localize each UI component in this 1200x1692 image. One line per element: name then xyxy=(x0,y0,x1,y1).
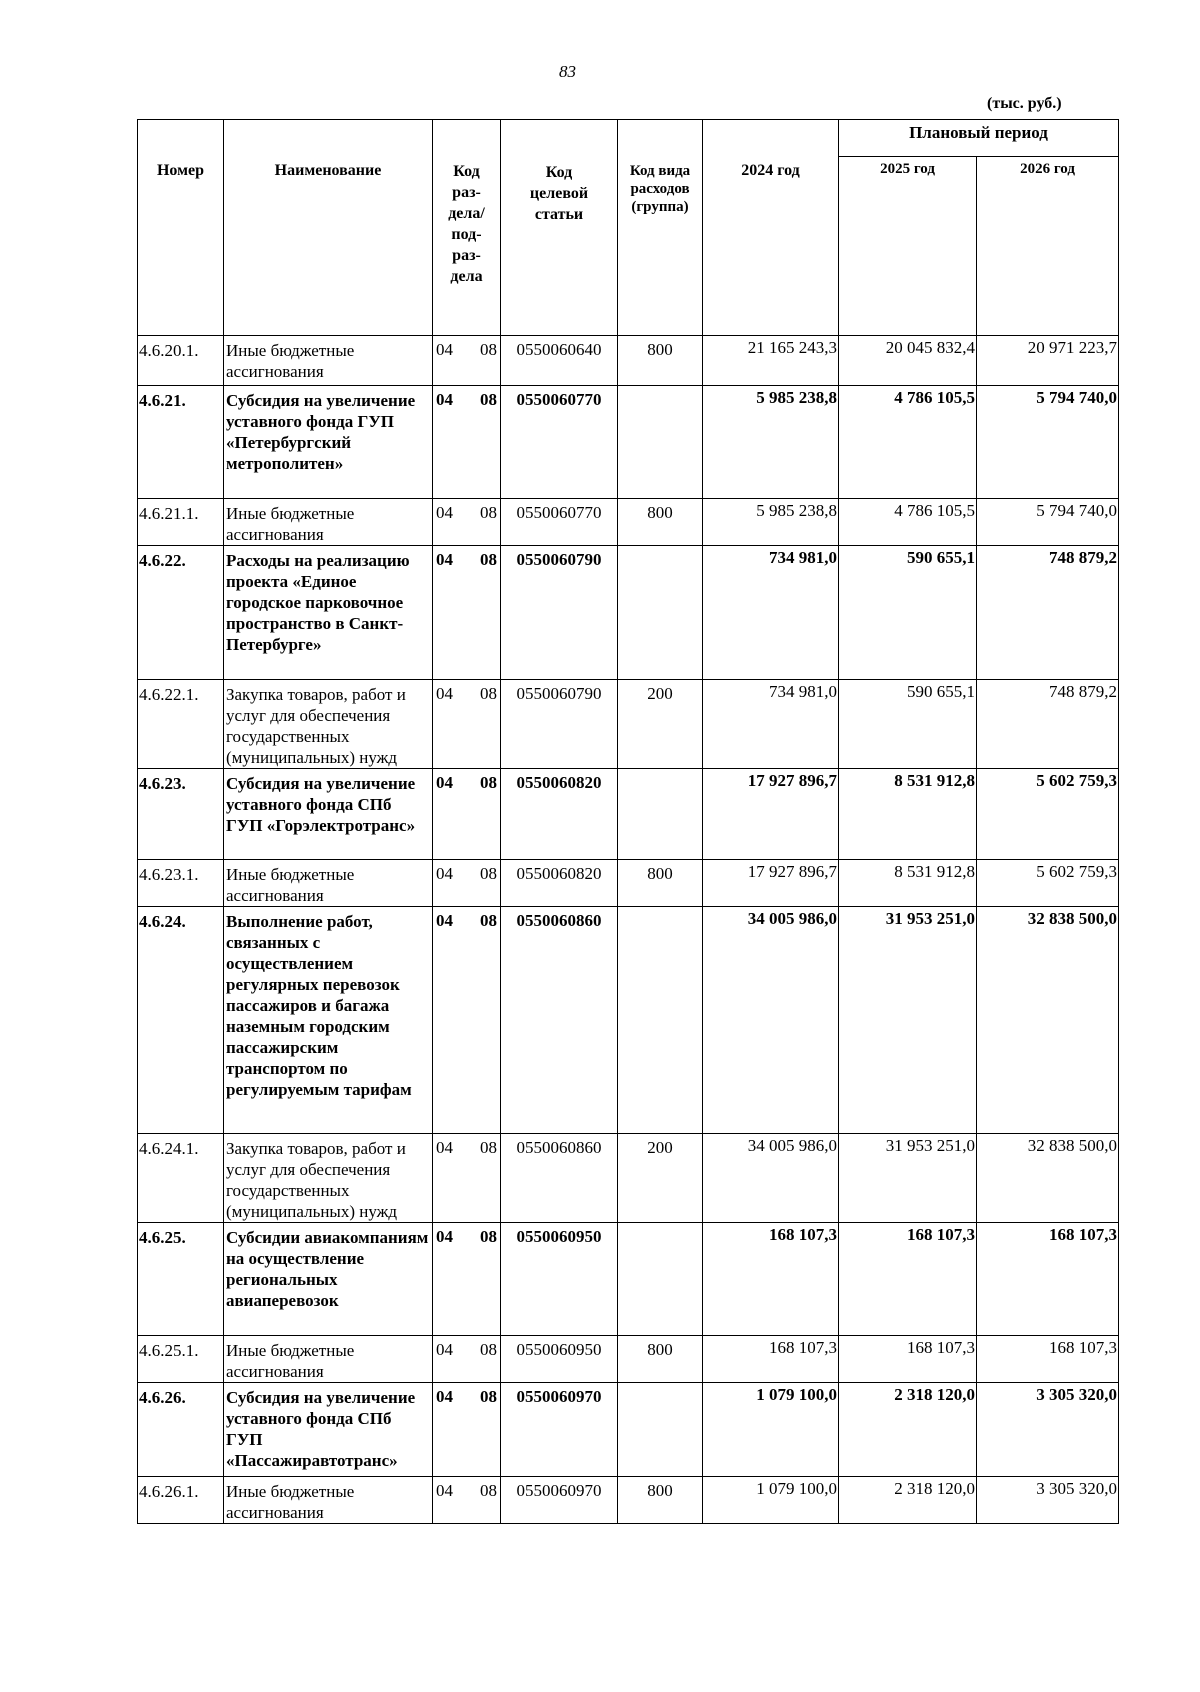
row-target-code: 0550060860 xyxy=(501,907,618,1134)
row-expense-kind: 200 xyxy=(618,680,703,769)
row-target-code: 0550060770 xyxy=(501,386,618,499)
row-subsection: 08 xyxy=(480,550,497,569)
row-name: Расходы на реализацию проекта «Единое городское парковочное пространство в Санкт-Петербурге» xyxy=(224,546,433,680)
row-target-code: 0550060770 xyxy=(501,499,618,546)
row-amount-2024: 1 079 100,0 xyxy=(703,1383,839,1477)
row-amount-2025: 4 786 105,5 xyxy=(839,386,977,499)
row-subsection: 08 xyxy=(480,1481,497,1500)
row-target-code: 0550060950 xyxy=(501,1223,618,1336)
row-amount-2026: 32 838 500,0 xyxy=(977,907,1119,1134)
row-amount-2026: 168 107,3 xyxy=(977,1223,1119,1336)
table-row xyxy=(138,1134,1119,1223)
row-amount-2025: 31 953 251,0 xyxy=(839,1134,977,1223)
row-section: 04 xyxy=(436,503,453,522)
row-section-code xyxy=(433,336,501,386)
row-name: Иные бюджетные ассигнования xyxy=(224,860,433,907)
row-expense-kind xyxy=(618,546,703,680)
row-section: 04 xyxy=(436,340,453,359)
row-subsection: 08 xyxy=(480,340,497,359)
row-section: 04 xyxy=(436,550,453,569)
row-expense-kind xyxy=(618,769,703,860)
row-section-code xyxy=(433,1223,501,1336)
header-target: Код целевой статьи xyxy=(501,120,618,336)
row-name: Субсидия на увеличение уставного фонда ГУП «Петербургский метрополитен» xyxy=(224,386,433,499)
row-amount-2024: 17 927 896,7 xyxy=(703,769,839,860)
row-amount-2024: 5 985 238,8 xyxy=(703,386,839,499)
row-amount-2024: 734 981,0 xyxy=(703,546,839,680)
row-amount-2024: 5 985 238,8 xyxy=(703,499,839,546)
page-number: 83 xyxy=(559,62,576,81)
row-section: 04 xyxy=(436,684,453,703)
table-row xyxy=(138,860,1119,907)
row-subsection: 08 xyxy=(480,390,497,409)
row-expense-kind: 200 xyxy=(618,1134,703,1223)
row-amount-2025: 2 318 120,0 xyxy=(839,1383,977,1477)
row-number: 4.6.24.1. xyxy=(138,1134,224,1223)
table-row xyxy=(138,769,1119,860)
table-row xyxy=(138,1223,1119,1336)
row-section-code xyxy=(433,860,501,907)
header-2026: 2026 год xyxy=(977,157,1119,336)
row-amount-2024: 1 079 100,0 xyxy=(703,1477,839,1524)
row-target-code: 0550060860 xyxy=(501,1134,618,1223)
row-amount-2026: 5 602 759,3 xyxy=(977,860,1119,907)
row-name: Субсидия на увеличение уставного фонда СПб ГУП «Горэлектротранс» xyxy=(224,769,433,860)
row-subsection: 08 xyxy=(480,911,497,930)
row-amount-2024: 734 981,0 xyxy=(703,680,839,769)
row-target-code: 0550060820 xyxy=(501,769,618,860)
row-expense-kind: 800 xyxy=(618,1336,703,1383)
row-amount-2025: 168 107,3 xyxy=(839,1336,977,1383)
row-subsection: 08 xyxy=(480,1138,497,1157)
row-amount-2025: 8 531 912,8 xyxy=(839,860,977,907)
row-amount-2024: 168 107,3 xyxy=(703,1223,839,1336)
row-section-code xyxy=(433,1336,501,1383)
row-amount-2026: 748 879,2 xyxy=(977,546,1119,680)
row-number: 4.6.23. xyxy=(138,769,224,860)
row-section: 04 xyxy=(436,864,453,883)
row-expense-kind: 800 xyxy=(618,499,703,546)
row-section: 04 xyxy=(436,390,453,409)
row-expense-kind: 800 xyxy=(618,1477,703,1524)
table-row xyxy=(138,386,1119,499)
header-number: Номер xyxy=(138,120,224,336)
row-amount-2025: 20 045 832,4 xyxy=(839,336,977,386)
row-target-code: 0550060790 xyxy=(501,680,618,769)
row-subsection: 08 xyxy=(480,684,497,703)
row-amount-2025: 4 786 105,5 xyxy=(839,499,977,546)
row-section-code xyxy=(433,769,501,860)
header-name: Наименование xyxy=(224,120,433,336)
row-name: Иные бюджетные ассигнования xyxy=(224,1477,433,1524)
row-expense-kind xyxy=(618,1383,703,1477)
table-row xyxy=(138,499,1119,546)
row-section-code xyxy=(433,499,501,546)
row-amount-2026: 5 794 740,0 xyxy=(977,386,1119,499)
row-amount-2024: 21 165 243,3 xyxy=(703,336,839,386)
row-amount-2026: 5 794 740,0 xyxy=(977,499,1119,546)
row-name: Иные бюджетные ассигнования xyxy=(224,1336,433,1383)
table-row xyxy=(138,907,1119,1134)
table-row xyxy=(138,336,1119,386)
row-subsection: 08 xyxy=(480,1227,497,1246)
row-amount-2025: 2 318 120,0 xyxy=(839,1477,977,1524)
table-row xyxy=(138,546,1119,680)
row-amount-2025: 590 655,1 xyxy=(839,546,977,680)
row-expense-kind xyxy=(618,907,703,1134)
row-number: 4.6.22. xyxy=(138,546,224,680)
row-name: Субсидии авиакомпаниям на осуществление региональных авиаперевозок xyxy=(224,1223,433,1336)
row-name: Иные бюджетные ассигнования xyxy=(224,499,433,546)
header-kind: Код вида расходов (группа) xyxy=(618,120,703,336)
table-row xyxy=(138,680,1119,769)
row-number: 4.6.25. xyxy=(138,1223,224,1336)
row-number: 4.6.20.1. xyxy=(138,336,224,386)
row-section-code xyxy=(433,680,501,769)
row-section-code xyxy=(433,1383,501,1477)
row-number: 4.6.23.1. xyxy=(138,860,224,907)
row-amount-2025: 168 107,3 xyxy=(839,1223,977,1336)
row-subsection: 08 xyxy=(480,864,497,883)
row-target-code: 0550060970 xyxy=(501,1383,618,1477)
row-amount-2026: 748 879,2 xyxy=(977,680,1119,769)
row-amount-2026: 32 838 500,0 xyxy=(977,1134,1119,1223)
row-section: 04 xyxy=(436,1387,453,1406)
row-number: 4.6.24. xyxy=(138,907,224,1134)
header-planned-period: Плановый период xyxy=(839,120,1119,157)
row-name: Закупка товаров, работ и услуг для обеспечения государственных (муниципальных) нужд xyxy=(224,1134,433,1223)
row-target-code: 0550060820 xyxy=(501,860,618,907)
row-expense-kind xyxy=(618,386,703,499)
row-number: 4.6.21. xyxy=(138,386,224,499)
row-target-code: 0550060970 xyxy=(501,1477,618,1524)
row-number: 4.6.22.1. xyxy=(138,680,224,769)
units-label: (тыс. руб.) xyxy=(987,95,1062,112)
row-amount-2024: 168 107,3 xyxy=(703,1336,839,1383)
header-2024: 2024 год xyxy=(703,120,839,336)
row-section-code xyxy=(433,546,501,680)
row-amount-2025: 590 655,1 xyxy=(839,680,977,769)
row-expense-kind xyxy=(618,1223,703,1336)
row-amount-2026: 20 971 223,7 xyxy=(977,336,1119,386)
table-row xyxy=(138,1383,1119,1477)
row-target-code: 0550060640 xyxy=(501,336,618,386)
row-section-code xyxy=(433,1477,501,1524)
row-target-code: 0550060790 xyxy=(501,546,618,680)
row-expense-kind: 800 xyxy=(618,860,703,907)
row-amount-2024: 34 005 986,0 xyxy=(703,1134,839,1223)
row-name: Закупка товаров, работ и услуг для обеспечения государственных (муниципальных) нужд xyxy=(224,680,433,769)
row-section: 04 xyxy=(436,773,453,792)
row-section: 04 xyxy=(436,1138,453,1157)
row-number: 4.6.26.1. xyxy=(138,1477,224,1524)
row-subsection: 08 xyxy=(480,503,497,522)
budget-table xyxy=(137,119,1119,1524)
row-name: Субсидия на увеличение уставного фонда СПб ГУП «Пассажиравтотранс» xyxy=(224,1383,433,1477)
row-subsection: 08 xyxy=(480,1387,497,1406)
row-name: Выполнение работ, связанных с осуществлением регулярных перевозок пассажиров и багажа наземным городским пассажирским транспортом по регулируемым тарифам xyxy=(224,907,433,1134)
row-section-code xyxy=(433,907,501,1134)
header-section-label: Код раз- дела/ под- раз- дела xyxy=(448,163,485,285)
row-amount-2026: 5 602 759,3 xyxy=(977,769,1119,860)
row-number: 4.6.26. xyxy=(138,1383,224,1477)
row-amount-2025: 31 953 251,0 xyxy=(839,907,977,1134)
row-amount-2026: 3 305 320,0 xyxy=(977,1383,1119,1477)
row-subsection: 08 xyxy=(480,773,497,792)
row-target-code: 0550060950 xyxy=(501,1336,618,1383)
header-section xyxy=(433,120,501,336)
row-section-code xyxy=(433,1134,501,1223)
row-expense-kind: 800 xyxy=(618,336,703,386)
row-number: 4.6.25.1. xyxy=(138,1336,224,1383)
row-name: Иные бюджетные ассигнования xyxy=(224,336,433,386)
row-amount-2024: 34 005 986,0 xyxy=(703,907,839,1134)
row-amount-2024: 17 927 896,7 xyxy=(703,860,839,907)
row-section: 04 xyxy=(436,911,453,930)
row-number: 4.6.21.1. xyxy=(138,499,224,546)
row-amount-2026: 3 305 320,0 xyxy=(977,1477,1119,1524)
row-amount-2025: 8 531 912,8 xyxy=(839,769,977,860)
row-section: 04 xyxy=(436,1481,453,1500)
table-row xyxy=(138,1336,1119,1383)
row-section-code xyxy=(433,386,501,499)
row-subsection: 08 xyxy=(480,1340,497,1359)
header-2025: 2025 год xyxy=(839,157,977,336)
table-row xyxy=(138,1477,1119,1524)
row-section: 04 xyxy=(436,1227,453,1246)
row-section: 04 xyxy=(436,1340,453,1359)
row-amount-2026: 168 107,3 xyxy=(977,1336,1119,1383)
